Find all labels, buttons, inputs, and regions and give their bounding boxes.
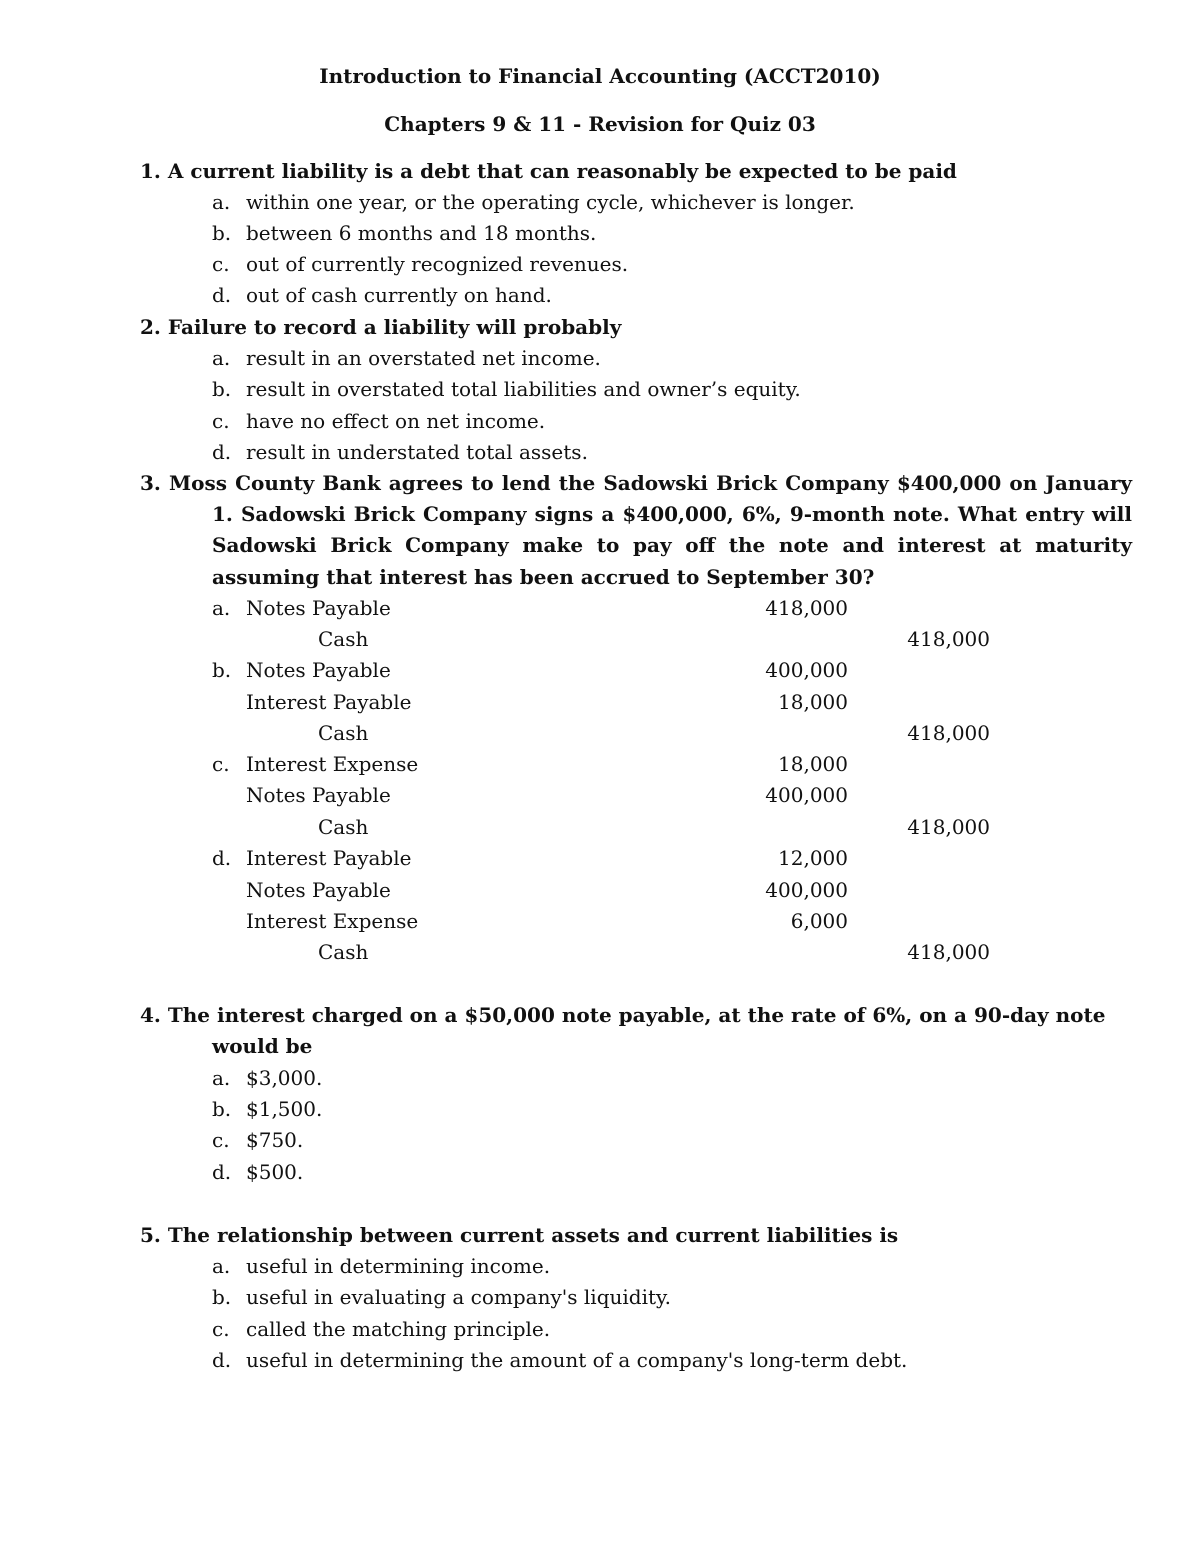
- question-text: Failure to record a liability will probably: [167, 315, 622, 339]
- question-1-option-c: [212, 249, 628, 280]
- question-number: 4.: [140, 1003, 161, 1027]
- option-text: useful in determining the amount of a company's long-term debt.: [246, 1348, 908, 1372]
- journal-account: Notes Payable: [246, 878, 391, 902]
- journal-credit: 418,000: [907, 627, 990, 651]
- option-letter: b.: [212, 1097, 232, 1121]
- question-number: 2.: [140, 315, 161, 339]
- question-4-option-b: [212, 1094, 322, 1125]
- option-text: $500.: [246, 1160, 304, 1184]
- question-4-option-a: [212, 1063, 322, 1094]
- journal-debit: 418,000: [765, 596, 848, 620]
- document-title: Introduction to Financial Accounting (ACCT2010): [319, 64, 881, 88]
- journal-debit: 6,000: [790, 909, 848, 933]
- question-1-option-a: [212, 187, 855, 218]
- question-4: [140, 1000, 1132, 1062]
- option-letter: a.: [212, 1254, 231, 1278]
- option-text: $3,000.: [246, 1066, 323, 1090]
- question-number: 5.: [140, 1223, 161, 1247]
- option-text: between 6 months and 18 months.: [246, 221, 597, 245]
- option-letter: d.: [212, 1348, 232, 1372]
- option-text: within one year, or the operating cycle, whichever is longer.: [246, 190, 855, 214]
- option-text: called the matching principle.: [246, 1317, 551, 1341]
- option-text: out of currently recognized revenues.: [246, 252, 629, 276]
- option-text: $1,500.: [246, 1097, 323, 1121]
- question-number: 3.: [140, 471, 161, 495]
- question-3-option-b-letter: b.: [212, 658, 232, 682]
- option-letter: c.: [212, 1317, 230, 1341]
- option-letter: b.: [212, 1285, 232, 1309]
- journal-account: Interest Payable: [246, 846, 412, 870]
- journal-account: Interest Payable: [246, 690, 412, 714]
- option-letter: a.: [212, 190, 231, 214]
- question-2-option-c: [212, 406, 545, 437]
- journal-account: Notes Payable: [246, 783, 391, 807]
- option-text: out of cash currently on hand.: [246, 283, 552, 307]
- question-3-option-d-letter: d.: [212, 846, 232, 870]
- journal-debit: 400,000: [765, 658, 848, 682]
- question-3: [140, 468, 1132, 593]
- option-letter: c.: [212, 1128, 230, 1152]
- option-text: useful in determining income.: [246, 1254, 551, 1278]
- question-5-option-b: [212, 1282, 671, 1313]
- question-1-option-d: [212, 280, 552, 311]
- option-text: result in an overstated net income.: [246, 346, 601, 370]
- question-5: [140, 1220, 1060, 1251]
- question-3-option-a-letter: a.: [212, 596, 231, 620]
- journal-account: Notes Payable: [246, 596, 391, 620]
- question-2-option-d: [212, 437, 588, 468]
- option-letter: d.: [212, 283, 232, 307]
- option-letter: b.: [212, 377, 232, 401]
- question-4-option-c: [212, 1125, 303, 1156]
- question-text: A current liability is a debt that can reasonably be expected to be paid: [167, 159, 957, 183]
- option-letter: a.: [212, 1066, 231, 1090]
- option-text: useful in evaluating a company's liquidity.: [246, 1285, 672, 1309]
- question-5-option-d: [212, 1345, 907, 1376]
- question-text: The interest charged on a $50,000 note payable, at the rate of 6%, on a 90-day note would be: [167, 1003, 1106, 1059]
- option-letter: b.: [212, 221, 232, 245]
- journal-debit: 18,000: [778, 690, 848, 714]
- question-2: [140, 312, 1060, 343]
- question-text: Moss County Bank agrees to lend the Sadowski Brick Company $400,000 on January 1. Sadowski Brick Company signs a $400,000, 6%, 9-month note. What entry will Sadowski Brick Company make to pay off the note and interest at maturity assuming that interest has been accrued to September 30?: [169, 471, 1132, 589]
- option-text: result in understated total assets.: [246, 440, 588, 464]
- question-5-option-c: [212, 1314, 550, 1345]
- question-number: 1.: [140, 159, 161, 183]
- journal-account: Interest Expense: [246, 909, 419, 933]
- option-letter: c.: [212, 409, 230, 433]
- journal-account: Cash: [318, 815, 369, 839]
- journal-account: Cash: [318, 627, 369, 651]
- option-letter: d.: [212, 1160, 232, 1184]
- question-3-option-c-letter: c.: [212, 752, 230, 776]
- journal-account: Cash: [318, 721, 369, 745]
- journal-account: Notes Payable: [246, 658, 391, 682]
- journal-debit: 12,000: [778, 846, 848, 870]
- option-text: result in overstated total liabilities and owner’s equity.: [246, 377, 801, 401]
- option-letter: c.: [212, 252, 230, 276]
- journal-debit: 400,000: [765, 783, 848, 807]
- question-4-option-d: [212, 1157, 303, 1188]
- journal-debit: 400,000: [765, 878, 848, 902]
- question-text: The relationship between current assets and current liabilities is: [167, 1223, 899, 1247]
- question-2-option-b: [212, 374, 801, 405]
- journal-account: Cash: [318, 940, 369, 964]
- journal-debit: 18,000: [778, 752, 848, 776]
- document-subtitle: Chapters 9 & 11 - Revision for Quiz 03: [384, 112, 816, 136]
- question-1-option-b: [212, 218, 596, 249]
- journal-credit: 418,000: [907, 721, 990, 745]
- option-letter: d.: [212, 440, 232, 464]
- option-text: $750.: [246, 1128, 304, 1152]
- question-1: [140, 156, 1060, 187]
- option-letter: a.: [212, 346, 231, 370]
- journal-credit: 418,000: [907, 940, 990, 964]
- journal-account: Interest Expense: [246, 752, 419, 776]
- journal-credit: 418,000: [907, 815, 990, 839]
- question-2-option-a: [212, 343, 601, 374]
- option-text: have no effect on net income.: [246, 409, 546, 433]
- question-5-option-a: [212, 1251, 550, 1282]
